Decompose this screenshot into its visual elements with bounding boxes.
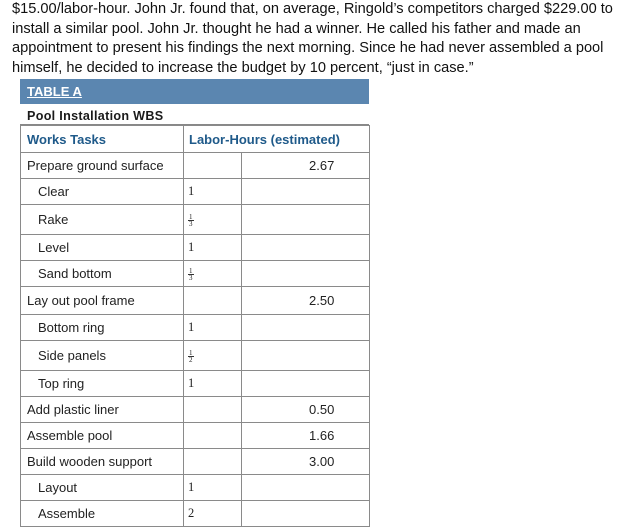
- table-row: [21, 315, 370, 341]
- subtask-hours-cell: [184, 423, 242, 449]
- estimate-cell: [242, 501, 370, 527]
- task-cell: Top ring: [21, 371, 184, 397]
- paragraph-line: appointment to present his findings the next morning. Since he had never assembled a pool: [12, 40, 604, 57]
- task-cell: Sand bottom: [21, 261, 184, 287]
- task-cell: Assemble pool: [21, 423, 184, 449]
- task-cell: Clear: [21, 179, 184, 205]
- estimate-cell: 2.50: [242, 287, 370, 315]
- estimate-cell: [242, 371, 370, 397]
- table-row: [21, 341, 370, 371]
- fraction-value: $\frac{1}{3}$: [189, 212, 193, 228]
- task-cell: Level: [21, 235, 184, 261]
- table-row: [21, 205, 370, 235]
- fraction-value: $\frac{1}{3}$: [189, 266, 193, 282]
- table-row: [21, 501, 370, 527]
- table-subtitle: Pool Installation WBS: [20, 104, 369, 125]
- paragraph-line: $15.00/labor-hour. John Jr. found that, on average, Ringold’s competitors charged $229.00 to: [12, 1, 613, 17]
- table-row: [21, 449, 370, 475]
- subtask-hours-cell: [184, 261, 242, 287]
- table-row: [21, 287, 370, 315]
- subtask-hours-cell: 2: [184, 501, 242, 527]
- subtask-hours-cell: [184, 397, 242, 423]
- paragraph-line: himself, he decided to increase the budget by 10 percent, “just in case.”: [12, 59, 474, 76]
- column-header-labor-hours: Labor-Hours (estimated): [184, 126, 370, 153]
- subtask-hours-cell: [184, 287, 242, 315]
- estimate-cell: 3.00: [242, 449, 370, 475]
- intro-paragraph: [12, 0, 640, 78]
- table-row: [21, 261, 370, 287]
- estimate-cell: [242, 341, 370, 371]
- task-cell: Assemble: [21, 501, 184, 527]
- estimate-cell: [242, 315, 370, 341]
- task-cell: Layout: [21, 475, 184, 501]
- estimate-cell: [242, 261, 370, 287]
- estimate-cell: 0.50: [242, 397, 370, 423]
- subtask-hours-cell: 1: [184, 475, 242, 501]
- subtask-hours-cell: [184, 153, 242, 179]
- task-cell: Rake: [21, 205, 184, 235]
- table-header-row: [21, 126, 370, 153]
- subtask-hours-cell: [184, 449, 242, 475]
- table-row: [21, 371, 370, 397]
- table-title-text: TABLE A: [27, 84, 82, 99]
- subtask-hours-cell: 1: [184, 371, 242, 397]
- task-cell: Prepare ground surface: [21, 153, 184, 179]
- subtask-hours-cell: 1: [184, 315, 242, 341]
- table-title: [20, 79, 369, 104]
- estimate-cell: 2.67: [242, 153, 370, 179]
- table-row: [21, 179, 370, 205]
- subtask-hours-cell: [184, 205, 242, 235]
- subtask-hours-cell: 1: [184, 235, 242, 261]
- table-row: [21, 397, 370, 423]
- task-cell: Lay out pool frame: [21, 287, 184, 315]
- estimate-cell: [242, 205, 370, 235]
- task-cell: Add plastic liner: [21, 397, 184, 423]
- wbs-table: [20, 125, 370, 527]
- estimate-cell: 1.66: [242, 423, 370, 449]
- subtask-hours-cell: 1: [184, 179, 242, 205]
- subtask-hours-cell: [184, 341, 242, 371]
- estimate-cell: [242, 179, 370, 205]
- task-cell: Side panels: [21, 341, 184, 371]
- task-cell: Build wooden support: [21, 449, 184, 475]
- estimate-cell: [242, 475, 370, 501]
- table-row: [21, 423, 370, 449]
- table-row: [21, 153, 370, 179]
- column-header-tasks: Works Tasks: [21, 126, 184, 153]
- paragraph-line: install a similar pool. John Jr. thought he had a winner. He called his father and made an: [12, 20, 581, 37]
- table-row: [21, 235, 370, 261]
- task-cell: Bottom ring: [21, 315, 184, 341]
- estimate-cell: [242, 235, 370, 261]
- fraction-value: $\frac{1}{2}$: [189, 348, 193, 364]
- table-row: [21, 475, 370, 501]
